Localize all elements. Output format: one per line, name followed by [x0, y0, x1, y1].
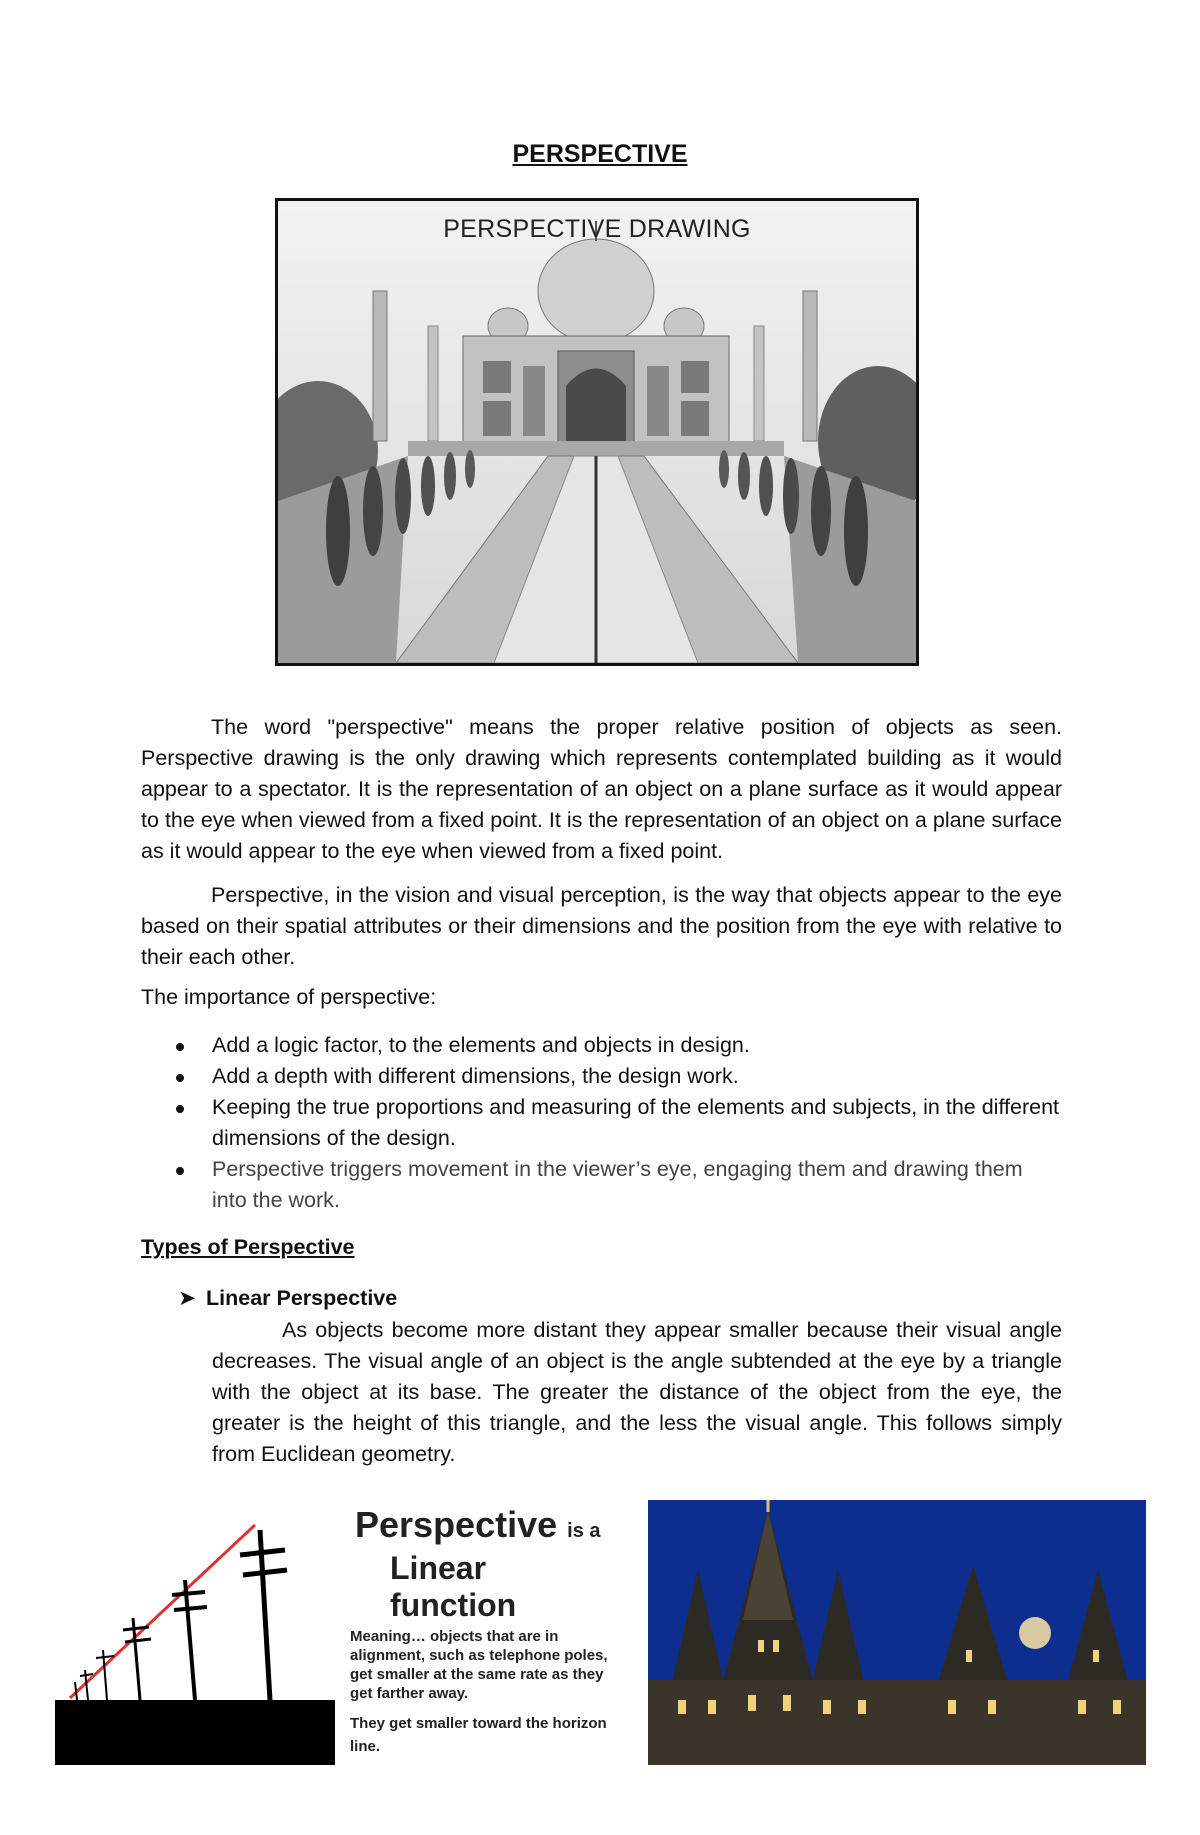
arrow-bullet-icon: ➤ — [178, 1286, 197, 1310]
figure2-line4: They get smaller toward the horizon line. — [350, 1715, 607, 1755]
paragraph-meaning: The word "perspective" means the proper relative position of objects as seen. Perspective drawing is the only drawing which represents contemplated building as it would appear to a spectator. It is the representation of an object on a plane surface as it would appear to the eye when viewed from a fixed point. It is the representation of an object on a plane surface as it would appear to the eye when viewed from a fixed point. — [141, 715, 1062, 863]
list-item: Perspective triggers movement in the viewer’s eye, engaging them and drawing them into the work. — [141, 1154, 1062, 1216]
list-item: Add a depth with different dimensions, the design work. — [141, 1061, 1062, 1092]
telephone-poles-illustration — [55, 1500, 355, 1765]
figure2-line1: Perspective is a — [355, 1504, 601, 1545]
telephone-poles-figure — [55, 1500, 610, 1765]
bullet-icon — [176, 1105, 184, 1113]
importance-intro: The importance of perspective: — [141, 985, 437, 1009]
linear-perspective-heading: ➤ Linear Perspective — [178, 1286, 398, 1310]
paragraph-vision: Perspective, in the vision and visual perception, is the way that objects appear to the eye based on their spatial attributes or their dimensions and the position from the eye with relative to their each other. — [141, 883, 1062, 969]
temple-night-photo — [648, 1500, 1146, 1765]
page-title: PERSPECTIVE — [512, 140, 688, 168]
bullet-icon — [176, 1043, 184, 1051]
bullet-icon — [176, 1074, 184, 1082]
list-item: Keeping the true proportions and measuring of the elements and subjects, in the different dimensions of the design. — [141, 1092, 1062, 1154]
bullet-icon — [176, 1167, 184, 1175]
list-item: Add a logic factor, to the elements and objects in design. — [141, 1030, 1062, 1061]
figure2-line2: Linear function — [390, 1550, 517, 1623]
taj-mahal-sketch — [278, 201, 916, 663]
importance-list — [141, 1030, 1062, 1216]
figure-caption: PERSPECTIVE DRAWING — [443, 215, 751, 243]
figure2-line3: Meaning… objects that are in alignment, such as telephone poles, get smaller at the same rate as they get farther away. — [350, 1628, 608, 1702]
temple-illustration — [648, 1500, 1146, 1765]
linear-perspective-body: As objects become more distant they appear smaller because their visual angle decreases. The visual angle of an object is the angle subtended at the eye by a triangle with the object at its base. The greater the distance of the object from the eye, the greater is the height of this triangle, and the less the visual angle. This follows simply from Euclidean geometry. — [212, 1318, 1062, 1466]
types-heading: Types of Perspective — [141, 1235, 355, 1259]
taj-mahal-drawing — [275, 198, 919, 666]
